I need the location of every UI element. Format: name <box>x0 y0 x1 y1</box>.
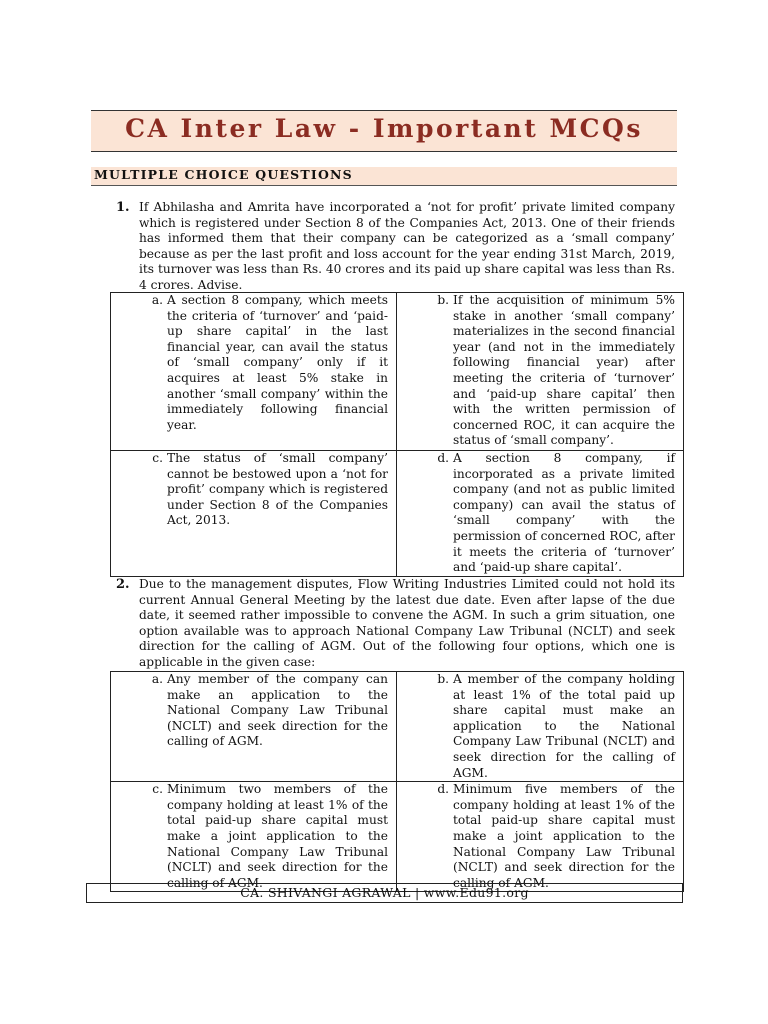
option-text: Any member of the company can make an application to the National Company Law Tribunal (NCLT) and seek direction for the calling of AGM. <box>167 672 388 749</box>
option-text: The status of ‘small company’ cannot be bestowed upon a ‘not for profit’ company which is registered under Section 8 of the Companies Act, 2013. <box>167 451 388 528</box>
page-footer: CA. SHIVANGI AGRAWAL | www.Edu91.org <box>86 883 683 903</box>
question-number: 1. <box>116 200 130 215</box>
option-label: c. <box>152 782 163 797</box>
option-text: If the acquisition of minimum 5% stake in another ‘small company’ materializes in the second financial year (and not in the immediately following financial year) after meeting the criteria of ‘turnover’ and ‘paid-up share capital’ then with the written permission of concerned ROC, it can acquire the status of ‘small company’. <box>453 293 675 448</box>
question-text: If Abhilasha and Amrita have incorporated a ‘not for profit’ private limited company which is registered under Section 8 of the Companies Act, 2013. One of their friends has informed them that their company can be categorized as a ‘small company’ because as per the last profit and loss account for the year ending 31st March, 2019, its turnover was less than Rs. 40 crores and its paid up share capital was less than Rs. 4 crores. Advise. <box>139 200 675 292</box>
option-label: b. <box>437 293 449 307</box>
option-label: d. <box>437 451 449 465</box>
question-number: 2. <box>116 577 130 592</box>
option-label: a. <box>151 293 163 307</box>
options-table <box>110 671 684 892</box>
option-cell <box>397 782 684 892</box>
section-banner <box>91 167 677 186</box>
question-text: Due to the management disputes, Flow Writing Industries Limited could not hold its current Annual General Meeting by the latest due date. Even after lapse of the due date, it seemed rather impossible to convene the AGM. In such a grim situation, one option available was to approach National Company Law Tribunal (NCLT) and seek direction for the calling of AGM. Out of the following four options, which one is applicable in the given case: <box>139 577 675 669</box>
option-label: a. <box>151 672 163 686</box>
option-text: A member of the company holding at least 1% of the total paid up share capital must make an application to the National Company Law Tribunal (NCLT) and seek direction for the calling of AGM. <box>453 672 675 780</box>
option-cell <box>111 451 397 577</box>
option-label: b. <box>437 672 449 686</box>
option-text: Minimum five members of the company holding at least 1% of the total paid-up share capital must make a joint application to the National Company Law Tribunal (NCLT) and seek direction for the calling of AGM. <box>453 782 675 890</box>
option-cell <box>397 451 684 577</box>
option-label: c. <box>152 451 163 465</box>
option-text: Minimum two members of the company holding at least 1% of the total paid-up share capital must make a joint application to the National Company Law Tribunal (NCLT) and seek direction for the calling of AGM. <box>167 782 388 890</box>
title-banner <box>91 110 677 152</box>
page-title: CA Inter Law - Important MCQs <box>125 114 643 143</box>
option-cell <box>111 672 397 782</box>
option-text: A section 8 company, which meets the criteria of ‘turnover’ and ‘paid-up share capital’ in the last financial year, can avail the status of ‘small company’ only if it acquires at least 5% stake in another ‘small company’ within the immediately following financial year. <box>167 293 388 432</box>
option-text: A section 8 company, if incorporated as a private limited company (and not as public limited company) can avail the status of ‘small company’ with the permission of concerned ROC, after it meets the criteria of ‘turnover’ and ‘paid-up share capital’. <box>453 451 675 575</box>
section-heading: MULTIPLE CHOICE QUESTIONS <box>94 167 353 182</box>
option-label: d. <box>437 782 449 797</box>
option-cell <box>111 782 397 892</box>
option-cell <box>397 293 684 451</box>
option-cell <box>397 672 684 782</box>
options-table <box>110 292 684 577</box>
option-cell <box>111 293 397 451</box>
